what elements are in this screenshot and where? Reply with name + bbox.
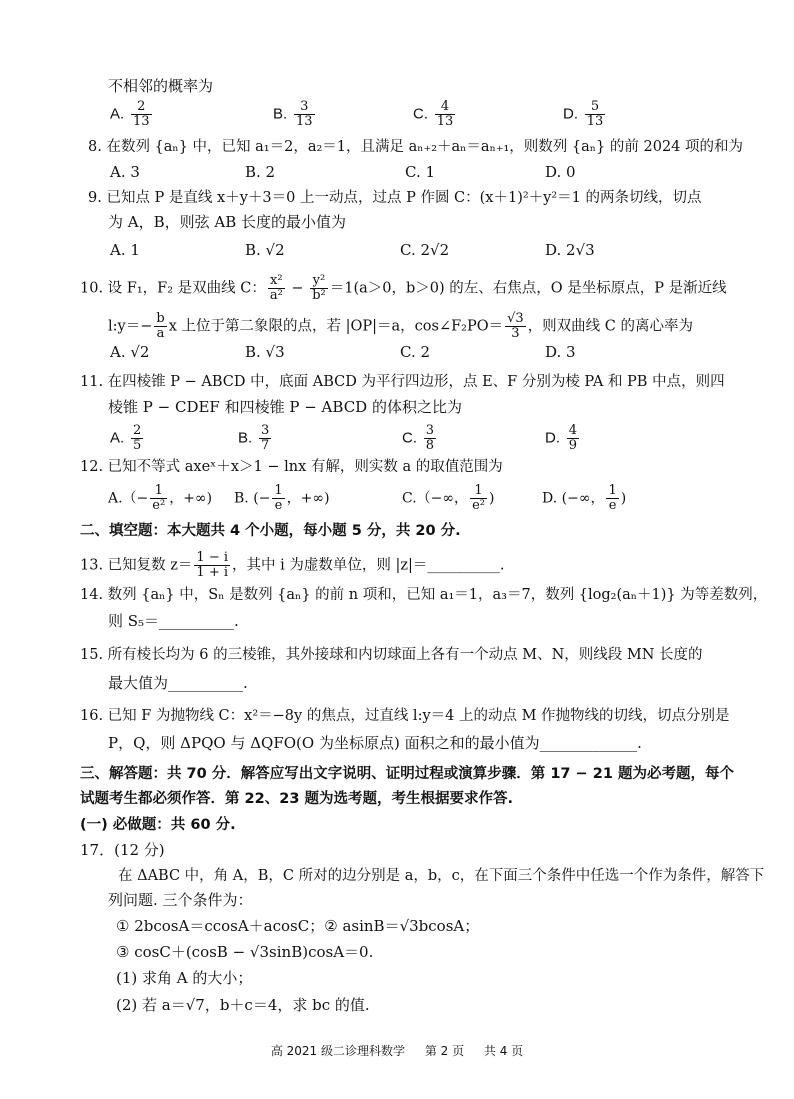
- fraction: $\frac{3}{13}$: [295, 99, 313, 129]
- q14-stem: 14. 数列 {aₙ} 中，Sₙ 是数列 {aₙ} 的前 n 项和，已知 a₁＝1，a₃＝7，数列 {log₂(aₙ＋1)} 为等差数列，: [80, 587, 768, 603]
- q9-stem-line2: 为 A，B，则弦 AB 长度的最小值为: [108, 213, 347, 231]
- q8-option-d: D. 0: [545, 163, 576, 181]
- q17-condition-1-2: ① 2bcosA＝ccosA＋acosC；② asinB＝√3bcosA；: [116, 917, 480, 935]
- section-answer-heading: 三、解答题：共 70 分．解答应写出文字说明、证明过程或演算步骤．第 17 − 21 题为必考题，每个: [80, 766, 734, 782]
- q8-option-c: C. 1: [405, 163, 436, 181]
- q9-option-b: B. √2: [245, 241, 285, 259]
- q12-option-d: D. (−∞， $\frac{1}{e}$ ): [542, 483, 627, 513]
- q17-condition-3: ③ cosC＋(cosB − √3sinB)cosA＝0.: [116, 943, 374, 961]
- q7-option-b: B. $\frac{3}{13}$: [273, 99, 313, 129]
- q9-option-c: C. 2√2: [400, 241, 450, 259]
- q11-stem: 11. 在四棱锥 P − ABCD 中，底面 ABCD 为平行四边形，点 E、F 分别为棱 PA 和 PB 中点，则四: [80, 374, 725, 390]
- q17-stem-line2: 列问题. 三个条件为：: [108, 891, 253, 909]
- q10-stem: 10. 设 F₁，F₂ 是双曲线 C： $\frac{\text{x²}}{\text{a²}}$ − $\frac{\text{y²}}{\text{b²}}$ ＝1(a＞0，b＞0) 的左、右焦点，O 是坐标原点，P 是渐近线: [80, 273, 727, 303]
- footer-page-number: 第 2 页: [424, 1044, 465, 1058]
- q9-option-d: D. 2√3: [545, 241, 595, 259]
- q11-option-d: D. $\frac{4}{9}$: [545, 423, 578, 453]
- fraction: $\frac{1}{\text{e²}}$: [152, 483, 166, 513]
- q11-option-c: C. $\frac{3}{8}$: [402, 423, 435, 453]
- q7-option-a: A. $\frac{2}{13}$: [110, 99, 150, 129]
- q16-stem: 16. 已知 F 为抛物线 C：x²＝−8y 的焦点，过直线 l:y＝4 上的动点 M 作抛物线的切线，切点分别是: [80, 708, 730, 724]
- subsection-required-heading: (一) 必做题：共 60 分.: [80, 817, 236, 833]
- fraction: $\frac{\text{y²}}{\text{b²}}$: [312, 273, 326, 303]
- fraction: $\frac{2}{5}$: [132, 423, 142, 453]
- q11-option-b: B. $\frac{3}{7}$: [238, 423, 270, 453]
- section-fill-in-heading: 二、填空题：本大题共 4 个小题，每小题 5 分，共 20 分.: [80, 523, 461, 539]
- fraction: $\frac{2}{13}$: [132, 99, 150, 129]
- q8-option-a: A. 3: [110, 163, 140, 181]
- q9-option-a: A. 1: [110, 241, 140, 259]
- q17-number: 17．(12 分): [80, 841, 165, 859]
- q7-stem-tail: 不相邻的概率为: [108, 77, 214, 95]
- q15-stem-line2: 最大值为__________.: [108, 674, 248, 692]
- fraction: $\frac{1}{\text{e²}}$: [472, 483, 485, 513]
- q11-option-a: A. $\frac{2}{5}$: [110, 423, 142, 453]
- fraction: $\frac{1}{e}$: [608, 483, 617, 513]
- q9-stem: 9. 已知点 P 是直线 x＋y＋3＝0 上一动点，过点 P 作圆 C：(x＋1)²＋y²＝1 的两条切线，切点: [88, 190, 702, 206]
- fraction: $\frac{3}{8}$: [425, 423, 435, 453]
- q12-stem: 12. 已知不等式 axeˣ＋x＞1 − lnx 有解，则实数 a 的取值范围为: [80, 459, 503, 475]
- q8-option-b: B. 2: [245, 163, 276, 181]
- q10-option-b: B. √3: [245, 343, 285, 361]
- fraction: $\frac{\text{x²}}{\text{a²}}$: [269, 273, 283, 303]
- fraction: $\frac{√3}{3}$: [507, 311, 524, 341]
- q17-part-2: (2) 若 a＝√7，b＋c＝4，求 bc 的值.: [116, 996, 370, 1014]
- q13: 13. 已知复数 z＝ $\frac{1 - i}{1 + i}$ ，其中 i 为虚数单位，则 |z|＝__________.: [80, 550, 505, 580]
- fraction: $\frac{1 - i}{1 + i}$: [196, 550, 229, 580]
- q15-stem: 15. 所有棱长均为 6 的三棱锥，其外接球和内切球面上各有一个动点 M、N，则线段 MN 长度的: [80, 647, 703, 663]
- q10-option-d: D. 3: [545, 343, 576, 361]
- footer-exam-title: 高 2021 级二诊理科数学: [270, 1044, 405, 1058]
- fraction: $\frac{5}{13}$: [586, 99, 604, 129]
- q10-option-a: A. √2: [110, 343, 150, 361]
- page-footer: [0, 1042, 794, 1059]
- q14-stem-line2: 则 S₅＝__________.: [108, 612, 239, 630]
- fraction: $\frac{b}{a}$: [156, 311, 165, 341]
- section-answer-heading-line2: 试题考生都必须作答．第 22、23 题为选考题，考生根据要求作答.: [80, 791, 513, 807]
- q17-stem: 在 ΔABC 中，角 A，B，C 所对的边分别是 a，b，c，在下面三个条件中任选一个作为条件，解答下: [118, 868, 765, 884]
- q16-stem-line2: P，Q，则 ΔPQO 与 ΔQFO(O 为坐标原点) 面积之和的最小值为_____________.: [108, 734, 642, 752]
- q8-stem: 8. 在数列 {aₙ} 中，已知 a₁＝2，a₂＝1，且满足 aₙ₊₂＋aₙ＝aₙ₊₁，则数列 {aₙ} 的前 2024 项的和为: [88, 139, 744, 155]
- fraction: $\frac{4}{13}$: [436, 99, 454, 129]
- q10-option-c: C. 2: [400, 343, 431, 361]
- q7-option-d: D. $\frac{5}{13}$: [563, 99, 604, 129]
- fraction: $\frac{1}{e}$: [274, 483, 283, 513]
- fraction: $\frac{4}{9}$: [568, 423, 578, 453]
- q10-stem-line2: l:y＝− $\frac{b}{a}$ x 上位于第二象限的点，若 |OP|＝a，cos∠F₂PO＝ $\frac{√3}{3}$ ，则双曲线 C 的离心率为: [108, 311, 693, 341]
- q17-part-1: (1) 求角 A 的大小；: [116, 969, 253, 987]
- q12-option-b: B. (− $\frac{1}{e}$ ，+∞): [234, 483, 330, 513]
- fraction: $\frac{3}{7}$: [260, 423, 270, 453]
- footer-total-pages: 共 4 页: [483, 1044, 524, 1058]
- q12-option-a: A.（− $\frac{1}{\text{e²}}$ ，+∞): [108, 483, 213, 513]
- q11-stem-line2: 棱锥 P − CDEF 和四棱锥 P − ABCD 的体积之比为: [108, 398, 462, 416]
- q12-option-c: C.（−∞， $\frac{1}{\text{e²}}$ ): [402, 483, 495, 513]
- q7-option-c: C. $\frac{4}{13}$: [413, 99, 454, 129]
